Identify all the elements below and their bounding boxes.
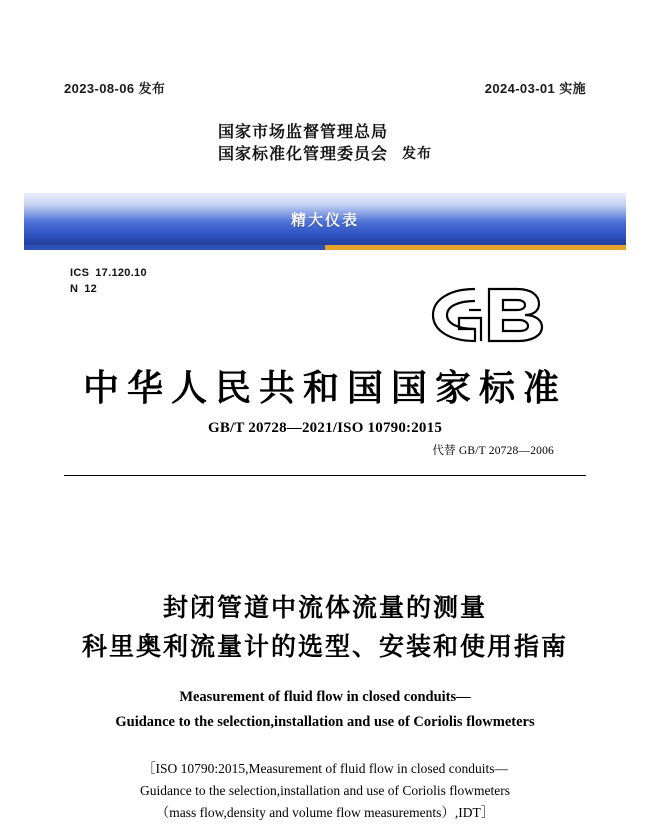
issuer-verb: 发布 — [402, 145, 432, 162]
class-line — [70, 282, 147, 298]
national-standard-title: 中华人民共和国国家标准 — [82, 368, 567, 408]
document-title-cn-line-1: 封闭管道中流体流量的测量 — [162, 595, 487, 622]
ics-label: ICS — [70, 267, 90, 279]
implementation-date: 2024-03-01 实施 — [484, 81, 586, 96]
class-label: N — [70, 282, 79, 295]
ics-classification-block — [70, 266, 147, 298]
document-title-en-line-2: Guidance to the selection,installation and use of Coriolis flowmeters — [115, 713, 535, 730]
issuer-line-1: 国家市场监督管理总局 — [217, 124, 388, 141]
issuing-authority — [24, 122, 626, 165]
document-title-en-line-1: Measurement of fluid flow in closed conduits— — [179, 689, 471, 705]
band-underline-gold — [325, 245, 626, 250]
issuer-names — [218, 122, 388, 165]
document-title-en — [80, 685, 570, 734]
standard-cover-sheet — [24, 30, 626, 820]
horizontal-divider — [64, 475, 586, 476]
document-title-cn-line-2: 科里奥利流量计的选型、安装和使用指南 — [81, 633, 568, 661]
band-underline — [24, 245, 626, 250]
iso-note-line-3: （mass flow,density and volume flow measurements）,IDT］ — [155, 804, 495, 820]
ics-code: 17.120.10 — [95, 267, 147, 279]
iso-note-line-2: Guidance to the selection,installation and use of Coriolis flowmeters — [139, 782, 511, 798]
class-code: 12 — [84, 282, 98, 295]
standard-replaces: 代替 GB/T 20728—2006 — [432, 445, 554, 457]
band-underline-blue — [24, 245, 325, 250]
gb-logo-icon — [419, 280, 554, 350]
standard-number: GB/T 20728—2021/ISO 10790:2015 — [207, 420, 443, 436]
watermark-band — [24, 193, 626, 245]
document-title-cn — [24, 590, 626, 668]
publish-date: 2023-08-06 发布 — [64, 81, 166, 96]
iso-equivalence-note — [72, 758, 578, 824]
publication-dates-row — [64, 78, 586, 97]
watermark-text: 精大仪表 — [290, 211, 359, 229]
iso-note-line-1: ［ISO 10790:2015,Measurement of fluid flow in closed conduits— — [142, 761, 508, 776]
issuer-line-2: 国家标准化管理委员会 — [217, 145, 388, 163]
ics-line — [70, 266, 147, 282]
